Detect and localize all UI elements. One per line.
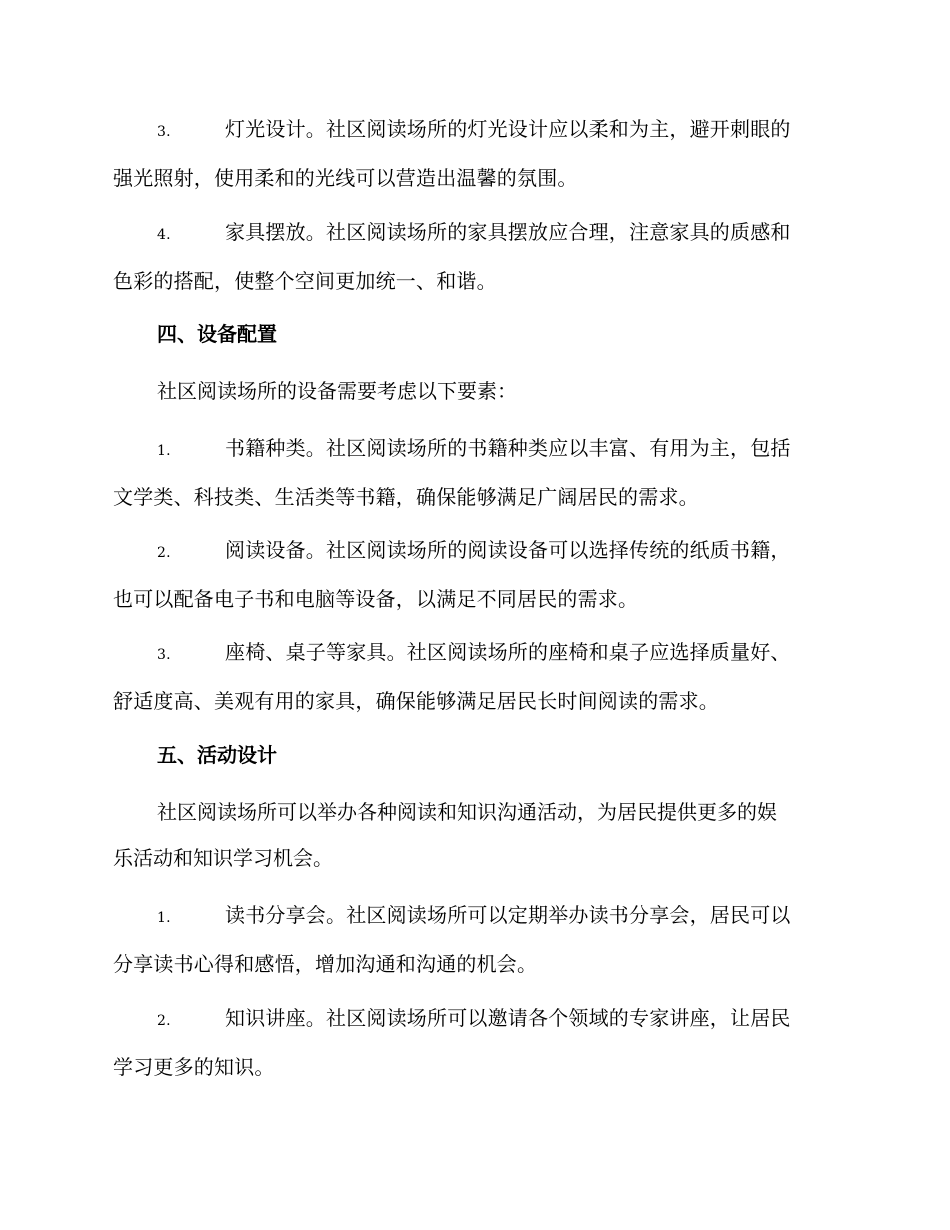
list-number: 1. — [157, 443, 171, 459]
list-item-text: 读书分享会。社区阅读场所可以定期举办读书分享会，居民可以 — [225, 903, 791, 927]
list-item-text: 书籍种类。社区阅读场所的书籍种类应以丰富、有用为主，包括 — [225, 436, 791, 460]
intro-line-continued: 乐活动和知识学习机会。 — [113, 846, 333, 870]
list-item-book-types — [113, 425, 835, 520]
list-item-lectures — [113, 995, 835, 1090]
list-item-text-continued: 学习更多的知识。 — [113, 1055, 275, 1079]
list-item-text-continued: 分享读书心得和感悟，增加沟通和沟通的机会。 — [113, 952, 538, 976]
list-item-text: 阅读设备。社区阅读场所的阅读设备可以选择传统的纸质书籍， — [225, 538, 791, 562]
list-item-text: 家具摆放。社区阅读场所的家具摆放应合理，注意家具的质感和 — [225, 220, 791, 244]
intro-line: 社区阅读场所可以举办各种阅读和知识沟通活动，为居民提供更多的娱 — [157, 800, 777, 824]
list-item-text: 灯光设计。社区阅读场所的灯光设计应以柔和为主，避开刺眼的 — [225, 117, 791, 141]
list-number: 3. — [157, 647, 171, 663]
list-number: 1. — [157, 910, 171, 926]
list-item-text-continued: 也可以配备电子书和电脑等设备，以满足不同居民的需求。 — [113, 587, 639, 611]
list-number: 3. — [157, 124, 171, 140]
list-number: 2. — [157, 1013, 171, 1029]
section-intro-equipment: 社区阅读场所的设备需要考虑以下要素： — [157, 379, 517, 403]
list-item-seating-tables — [113, 629, 835, 724]
list-number: 2. — [157, 545, 171, 561]
list-item-reading-devices — [113, 527, 835, 622]
list-number: 4. — [157, 227, 171, 243]
list-item-book-sharing — [113, 892, 835, 987]
list-item-text-continued: 文学类、科技类、生活类等书籍，确保能够满足广阔居民的需求。 — [113, 485, 699, 509]
list-item-text-continued: 舒适度高、美观有用的家具，确保能够满足居民长时间阅读的需求。 — [113, 689, 719, 713]
section-heading-activities: 五、活动设计 — [157, 743, 277, 767]
list-item-text: 知识讲座。社区阅读场所可以邀请各个领域的专家讲座，让居民 — [225, 1006, 791, 1030]
section-heading-equipment: 四、设备配置 — [157, 322, 277, 346]
list-item-furniture-placement — [113, 209, 835, 304]
list-item-text-continued: 强光照射，使用柔和的光线可以营造出温馨的氛围。 — [113, 166, 578, 190]
section-intro-activities — [113, 789, 835, 881]
list-item-text-continued: 色彩的搭配，使整个空间更加统一、和谐。 — [113, 269, 497, 293]
list-item-text: 座椅、桌子等家具。社区阅读场所的座椅和桌子应选择质量好、 — [225, 640, 791, 664]
list-item-lighting — [113, 106, 835, 201]
